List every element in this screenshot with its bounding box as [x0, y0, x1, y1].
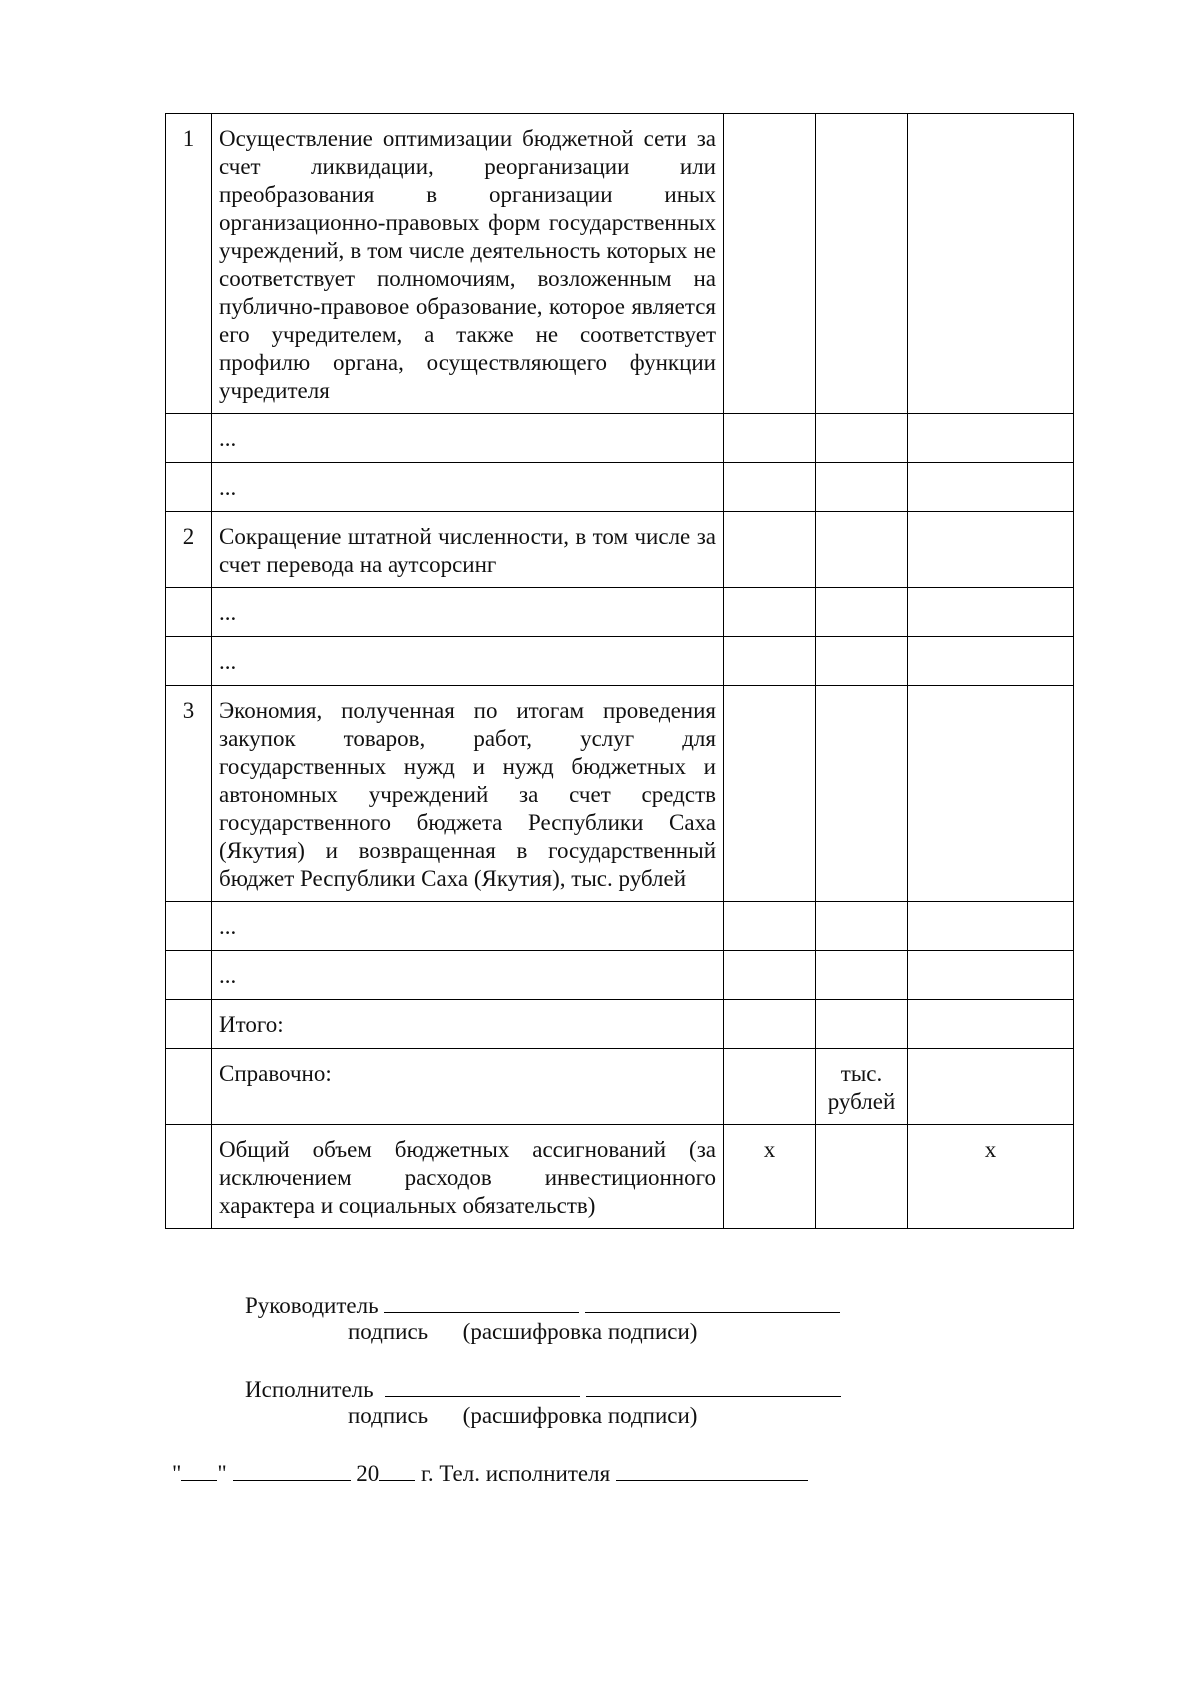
table-row	[166, 414, 1074, 463]
table-row-reference	[166, 1049, 1074, 1125]
row-value-2	[816, 951, 908, 1000]
row-value-3	[908, 414, 1074, 463]
row-value-3	[908, 686, 1074, 902]
table-row	[166, 512, 1074, 588]
table-row	[166, 463, 1074, 512]
row-value-2	[816, 1125, 908, 1229]
table-row	[166, 686, 1074, 902]
month-blank	[233, 1458, 351, 1481]
row-value-3	[908, 588, 1074, 637]
row-number	[166, 588, 212, 637]
signature-head-label: Руководитель	[245, 1293, 379, 1318]
signature-line	[384, 1290, 579, 1313]
row-value-3	[908, 1049, 1074, 1125]
year-prefix: 20	[356, 1461, 380, 1486]
row-value-3	[908, 637, 1074, 686]
caption-decode: (расшифровка подписи)	[462, 1403, 698, 1428]
signature-executor-label: Исполнитель	[245, 1377, 374, 1402]
table-row	[166, 114, 1074, 414]
row-number	[166, 463, 212, 512]
signature-decode-line	[586, 1374, 841, 1397]
row-description: ...	[212, 588, 724, 637]
row-description: ...	[212, 463, 724, 512]
row-value-1	[724, 512, 816, 588]
quote-close: "	[217, 1461, 227, 1486]
row-number	[166, 637, 212, 686]
table-row-total	[166, 1000, 1074, 1049]
row-value-3	[908, 902, 1074, 951]
signature-executor-caption	[348, 1402, 697, 1430]
row-value-3	[908, 1000, 1074, 1049]
table-row	[166, 588, 1074, 637]
row-value-2	[816, 512, 908, 588]
row-value-3	[908, 512, 1074, 588]
caption-decode: (расшифровка подписи)	[462, 1319, 698, 1344]
row-value-3: x	[908, 1125, 1074, 1229]
row-value-2	[816, 902, 908, 951]
row-value-1	[724, 1049, 816, 1125]
caption-sign: подпись	[348, 1403, 429, 1428]
signature-head	[245, 1290, 840, 1320]
row-number: 2	[166, 512, 212, 588]
table-row	[166, 637, 1074, 686]
row-value-1	[724, 1000, 816, 1049]
row-value-2	[816, 588, 908, 637]
row-value-1	[724, 588, 816, 637]
year-blank	[379, 1458, 415, 1481]
row-number: 1	[166, 114, 212, 414]
row-value-2	[816, 414, 908, 463]
report-table	[165, 113, 1074, 1229]
quote-open: "	[172, 1461, 182, 1486]
row-value-1	[724, 637, 816, 686]
row-value-3	[908, 114, 1074, 414]
row-value-2	[816, 1000, 908, 1049]
signature-decode-line	[585, 1290, 840, 1313]
row-value-2	[816, 114, 908, 414]
row-description: Осуществление оптимизации бюджетной сети за счет ликвидации, реорганизации или преобразования в организации иных организационно-правовых форм государственных учреждений, в том числе деятельность которых не соответствует полномочиям, возложенным на публично-правовое образование, которое является его учредителем, а также не соответствует профилю органа, осуществляющего функции учредителя	[212, 114, 724, 414]
row-number	[166, 902, 212, 951]
row-value-2	[816, 463, 908, 512]
row-description: Общий объем бюджетных ассигнований (за исключением расходов инвестиционного характера и социальных обязательств)	[212, 1125, 724, 1229]
row-number	[166, 1125, 212, 1229]
row-description: Справочно:	[212, 1049, 724, 1125]
row-description: ...	[212, 902, 724, 951]
row-value-1: x	[724, 1125, 816, 1229]
row-number	[166, 1049, 212, 1125]
row-value-3	[908, 951, 1074, 1000]
row-value-1	[724, 463, 816, 512]
row-number	[166, 1000, 212, 1049]
row-number	[166, 414, 212, 463]
row-value-1	[724, 951, 816, 1000]
signature-head-caption	[348, 1318, 697, 1346]
row-description: Итого:	[212, 1000, 724, 1049]
row-number: 3	[166, 686, 212, 902]
table-row	[166, 902, 1074, 951]
row-value-1	[724, 686, 816, 902]
table-row	[166, 1125, 1074, 1229]
table-row	[166, 951, 1074, 1000]
phone-blank	[616, 1458, 808, 1481]
row-value-2: тыс. рублей	[816, 1049, 908, 1125]
row-description: ...	[212, 951, 724, 1000]
day-blank	[181, 1458, 217, 1481]
row-description: ...	[212, 637, 724, 686]
row-value-2	[816, 686, 908, 902]
row-value-1	[724, 902, 816, 951]
date-phone-line	[172, 1458, 808, 1488]
row-description: ...	[212, 414, 724, 463]
row-number	[166, 951, 212, 1000]
row-value-1	[724, 414, 816, 463]
phone-label: г. Тел. исполнителя	[421, 1461, 611, 1486]
row-value-2	[816, 637, 908, 686]
row-value-1	[724, 114, 816, 414]
row-description: Сокращение штатной численности, в том числе за счет перевода на аутсорсинг	[212, 512, 724, 588]
caption-sign: подпись	[348, 1319, 429, 1344]
signature-line	[385, 1374, 580, 1397]
row-description: Экономия, полученная по итогам проведения закупок товаров, работ, услуг для государственных нужд и нужд бюджетных и автономных учреждений за счет средств государственного бюджета Республики Саха (Якутия) и возвращенная в государственный бюджет Республики Саха (Якутия), тыс. рублей	[212, 686, 724, 902]
row-value-3	[908, 463, 1074, 512]
signature-executor	[245, 1374, 841, 1404]
